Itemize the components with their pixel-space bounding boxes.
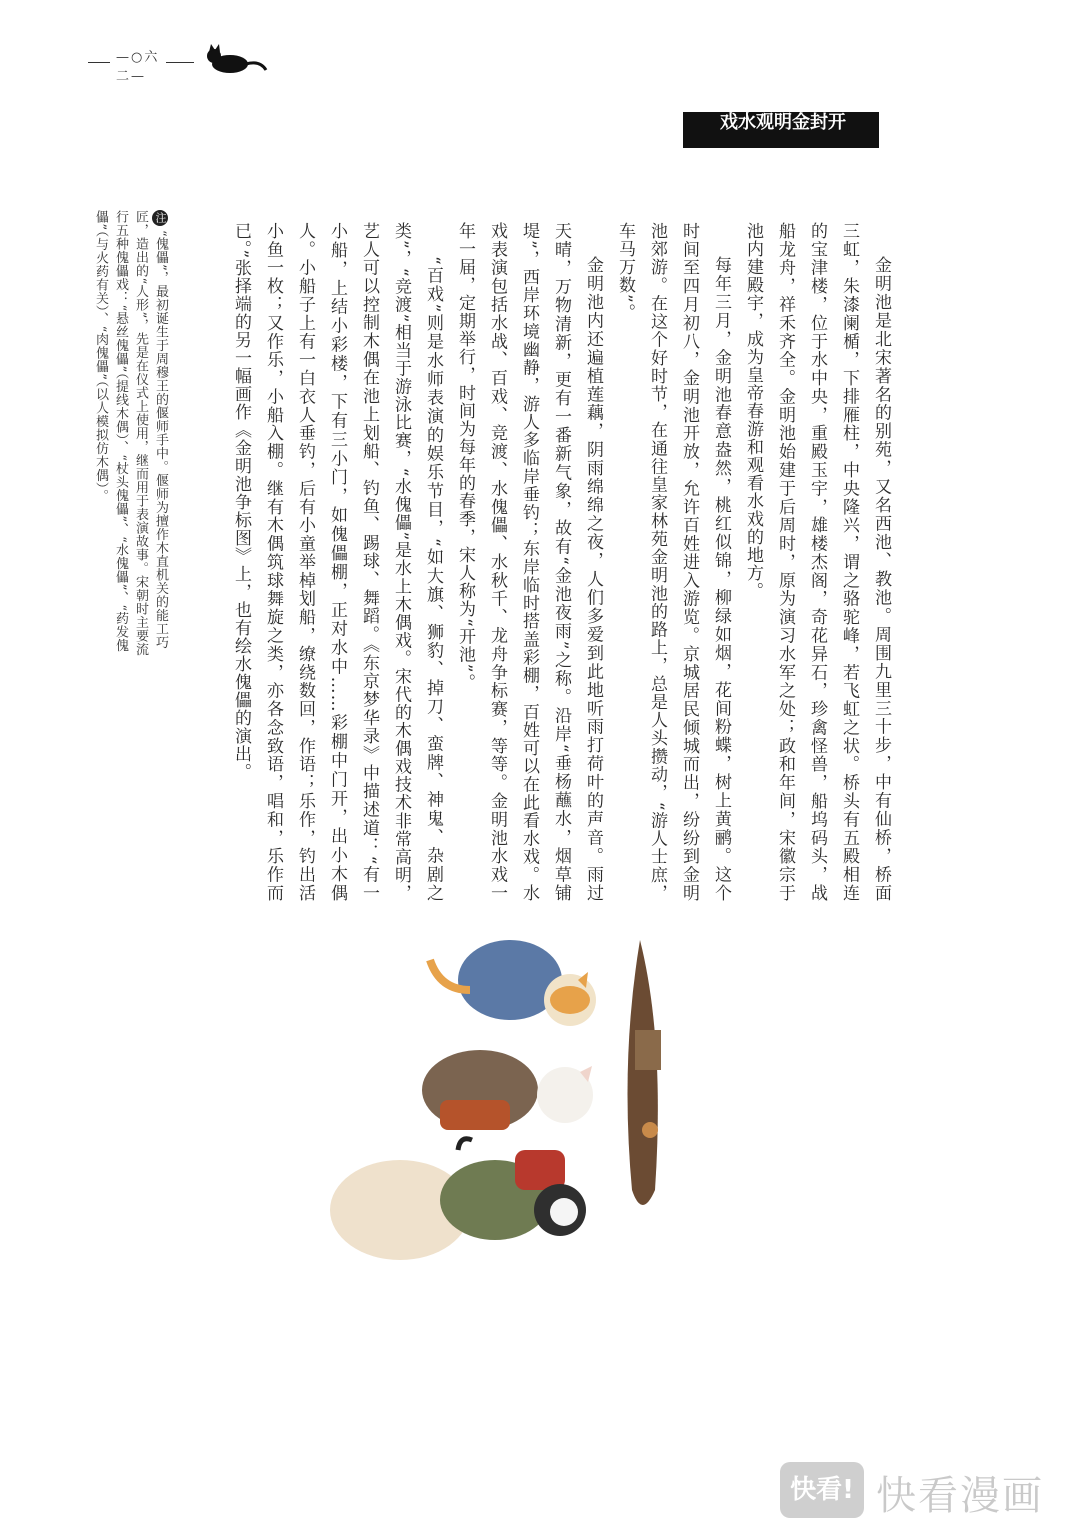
page-header	[88, 40, 268, 84]
brand-name: 快看漫画	[876, 1473, 1044, 1519]
note-mark-icon: 注	[152, 210, 168, 226]
watermark	[780, 1460, 1070, 1520]
paragraph-1: 金明池是北宋著名的别苑，又名西池、教池。周围九里三十步，中有仙桥，桥面三虹，朱漆阑楯，下排雁柱，中央隆兴，谓之骆驼峰，若飞虹之状。桥头有五殿相连的宝津楼，位于水中央，重殿玉宇，雄楼杰阁，奇花异石，珍禽怪兽，船坞码头，战船龙舟，祥禾齐全。金明池始建于后周时，原为演习水军之处；政和年间，宋徽宗于池内建殿宇，成为皇帝春游和观看水戏的地方。	[743, 222, 891, 902]
black-cat-icon	[200, 40, 270, 80]
brand-logo-icon: 快看!	[780, 1462, 864, 1518]
footnote	[90, 210, 170, 660]
header-rule-right	[166, 62, 194, 63]
page-number: —○六二—	[116, 50, 160, 84]
header-rule-left	[88, 62, 110, 63]
section-title	[683, 112, 879, 148]
paragraph-2: 每年三月，金明池春意盎然，桃红似锦，柳绿如烟，花间粉蝶，树上黄鹂。这个时间至四月初八，金明池开放，允许百姓进入游览。京城居民倾城而出，纷纷到金明池郊游。在这个好时节，在通往皇家林苑金明池的路上，总是人头攒动，“游人士庶，车马万数”。	[615, 222, 731, 902]
cats-boat-illustration	[320, 920, 740, 1330]
footnote-text: “傀儡”，最初诞生于周穆王的偃师手中。偃师为擅作木直机关的能工巧匠，造出的“人形”，先是在仪式上使用，继而用于表演故事。宋朝时主要流行五种傀儡戏：“悬丝傀儡”（提线木偶）、“杖头傀儡”、“水傀儡”、“药发傀儡”（与火药有关）、“肉傀儡”（以人模拟仿木偶）。	[93, 210, 168, 657]
paragraph-3: 金明池内还遍植莲藕，阴雨绵绵之夜，人们多爱到此地听雨打荷叶的声音。雨过天晴，万物清新，更有一番新气象，故有“金池夜雨”之称。沿岸“垂杨蘸水，烟草铺堤”，西岸环境幽静，游人多临岸垂钓；东岸临时搭盖彩棚，百姓可以在此看水戏。水戏表演包括水战、百戏、竞渡、水傀儡、水秋千、龙舟争标赛，等等。金明池水戏一年一届，定期举行，时间为每年的春季，宋人称为“开池”。	[455, 222, 603, 902]
article-body	[231, 222, 897, 902]
section-title-text: 开封金明观水戏	[717, 112, 846, 133]
paragraph-4: “百戏”则是水师表演的娱乐节目，“如大旗、狮豹、掉刀、蛮牌、神鬼、杂剧之类”，“竞渡”相当于游泳比赛，“水傀儡”是水上木偶戏。宋代的木偶戏技术非常高明，艺人可以控制木偶在池上划船、钓鱼、踢球、舞蹈。《东京梦华录》中描述道：“有一小船，上结小彩楼，下有三小门，如傀儡棚，正对水中……彩棚中门开，出小木偶人。小船子上有一白衣人垂钓，后有小童举棹划船，缭绕数回，作语；乐作，钓出活小鱼一枚；又作乐，小船入棚。继有木偶筑球舞旋之类，亦各念致语，唱和，乐作而已。”张择端的另一幅画作《金明池争标图》上，也有绘水傀儡的演出。	[231, 222, 443, 902]
